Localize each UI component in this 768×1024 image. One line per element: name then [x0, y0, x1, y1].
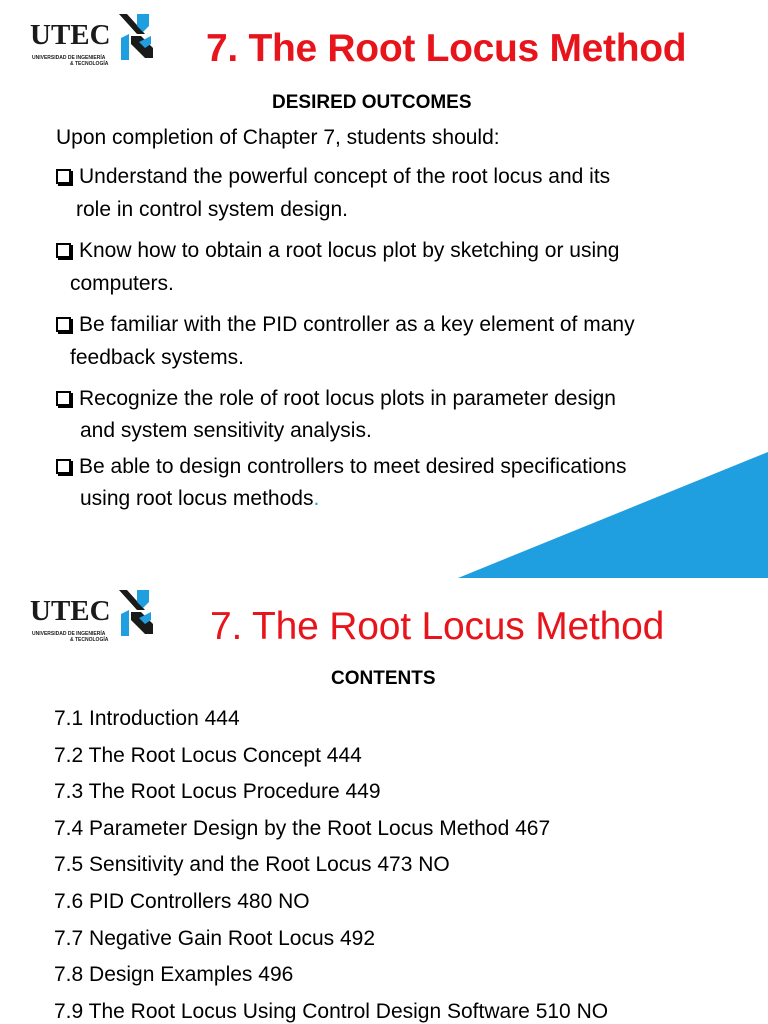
outcome-text-continued: role in control system design. — [76, 198, 348, 221]
logo-wordmark: UTEC — [30, 595, 111, 627]
contents-item: 7.1 Introduction 444 — [54, 707, 240, 730]
outcome-trailing-period: . — [313, 487, 320, 510]
utec-emblem-icon — [115, 14, 155, 60]
outcome-text: Understand the powerful concept of the root locus and its — [79, 165, 611, 188]
outcome-text-continued: computers. — [70, 272, 174, 295]
slide-title: 7. The Root Locus Method — [210, 605, 665, 648]
section-heading: CONTENTS — [331, 668, 436, 689]
logo-subtitle-line2: & TECNOLOGÍA — [70, 637, 109, 643]
outcome-text: Recognize the role of root locus plots in parameter design — [79, 387, 616, 410]
checkbox-bullet-icon — [56, 243, 71, 258]
section-heading: DESIRED OUTCOMES — [272, 92, 472, 113]
slide-title: 7. The Root Locus Method — [206, 27, 687, 70]
utec-emblem-icon — [115, 590, 155, 636]
contents-item: 7.6 PID Controllers 480 NO — [54, 889, 310, 913]
contents-item: 7.4 Parameter Design by the Root Locus Method 467 — [54, 816, 551, 840]
checkbox-bullet-icon — [56, 317, 71, 332]
outcome-text: Know how to obtain a root locus plot by sketching or using — [79, 239, 620, 262]
utec-logo — [30, 14, 160, 74]
contents-list — [54, 701, 608, 1024]
logo-subtitle-line1: UNIVERSIDAD DE INGENIERÍA — [32, 631, 106, 637]
logo-subtitle-line1: UNIVERSIDAD DE INGENIERÍA — [32, 55, 106, 61]
outcome-item — [56, 382, 635, 446]
contents-item: 7.2 The Root Locus Concept 444 — [54, 743, 362, 767]
outcome-item — [56, 234, 635, 300]
utec-logo — [30, 590, 160, 650]
logo-subtitle-line2: & TECNOLOGÍA — [70, 61, 109, 67]
outcome-item — [56, 160, 635, 226]
outcome-text: Be familiar with the PID controller as a key element of many — [79, 313, 635, 336]
contents-item: 7.9 The Root Locus Using Control Design Software 510 NO — [54, 999, 609, 1023]
checkbox-bullet-icon — [56, 459, 71, 474]
contents-item: 7.8 Design Examples 496 — [54, 963, 294, 987]
outcome-text-continued: using root locus methods — [80, 487, 314, 510]
checkbox-bullet-icon — [56, 169, 71, 184]
intro-text: Upon completion of Chapter 7, students should: — [56, 126, 500, 149]
slide-contents — [0, 578, 768, 1024]
logo-wordmark: UTEC — [30, 19, 111, 51]
checkbox-bullet-icon — [56, 391, 71, 406]
outcome-text-continued: and system sensitivity analysis. — [80, 419, 372, 442]
outcome-text: Be able to design controllers to meet desired specifications — [79, 455, 627, 478]
decorative-blue-triangle — [458, 452, 768, 578]
contents-item: 7.7 Negative Gain Root Locus 492 — [54, 926, 376, 950]
contents-item: 7.3 The Root Locus Procedure 449 — [54, 780, 381, 804]
outcome-text-continued: feedback systems. — [70, 346, 244, 369]
outcome-item — [56, 308, 635, 374]
contents-item: 7.5 Sensitivity and the Root Locus 473 NO — [54, 853, 450, 877]
